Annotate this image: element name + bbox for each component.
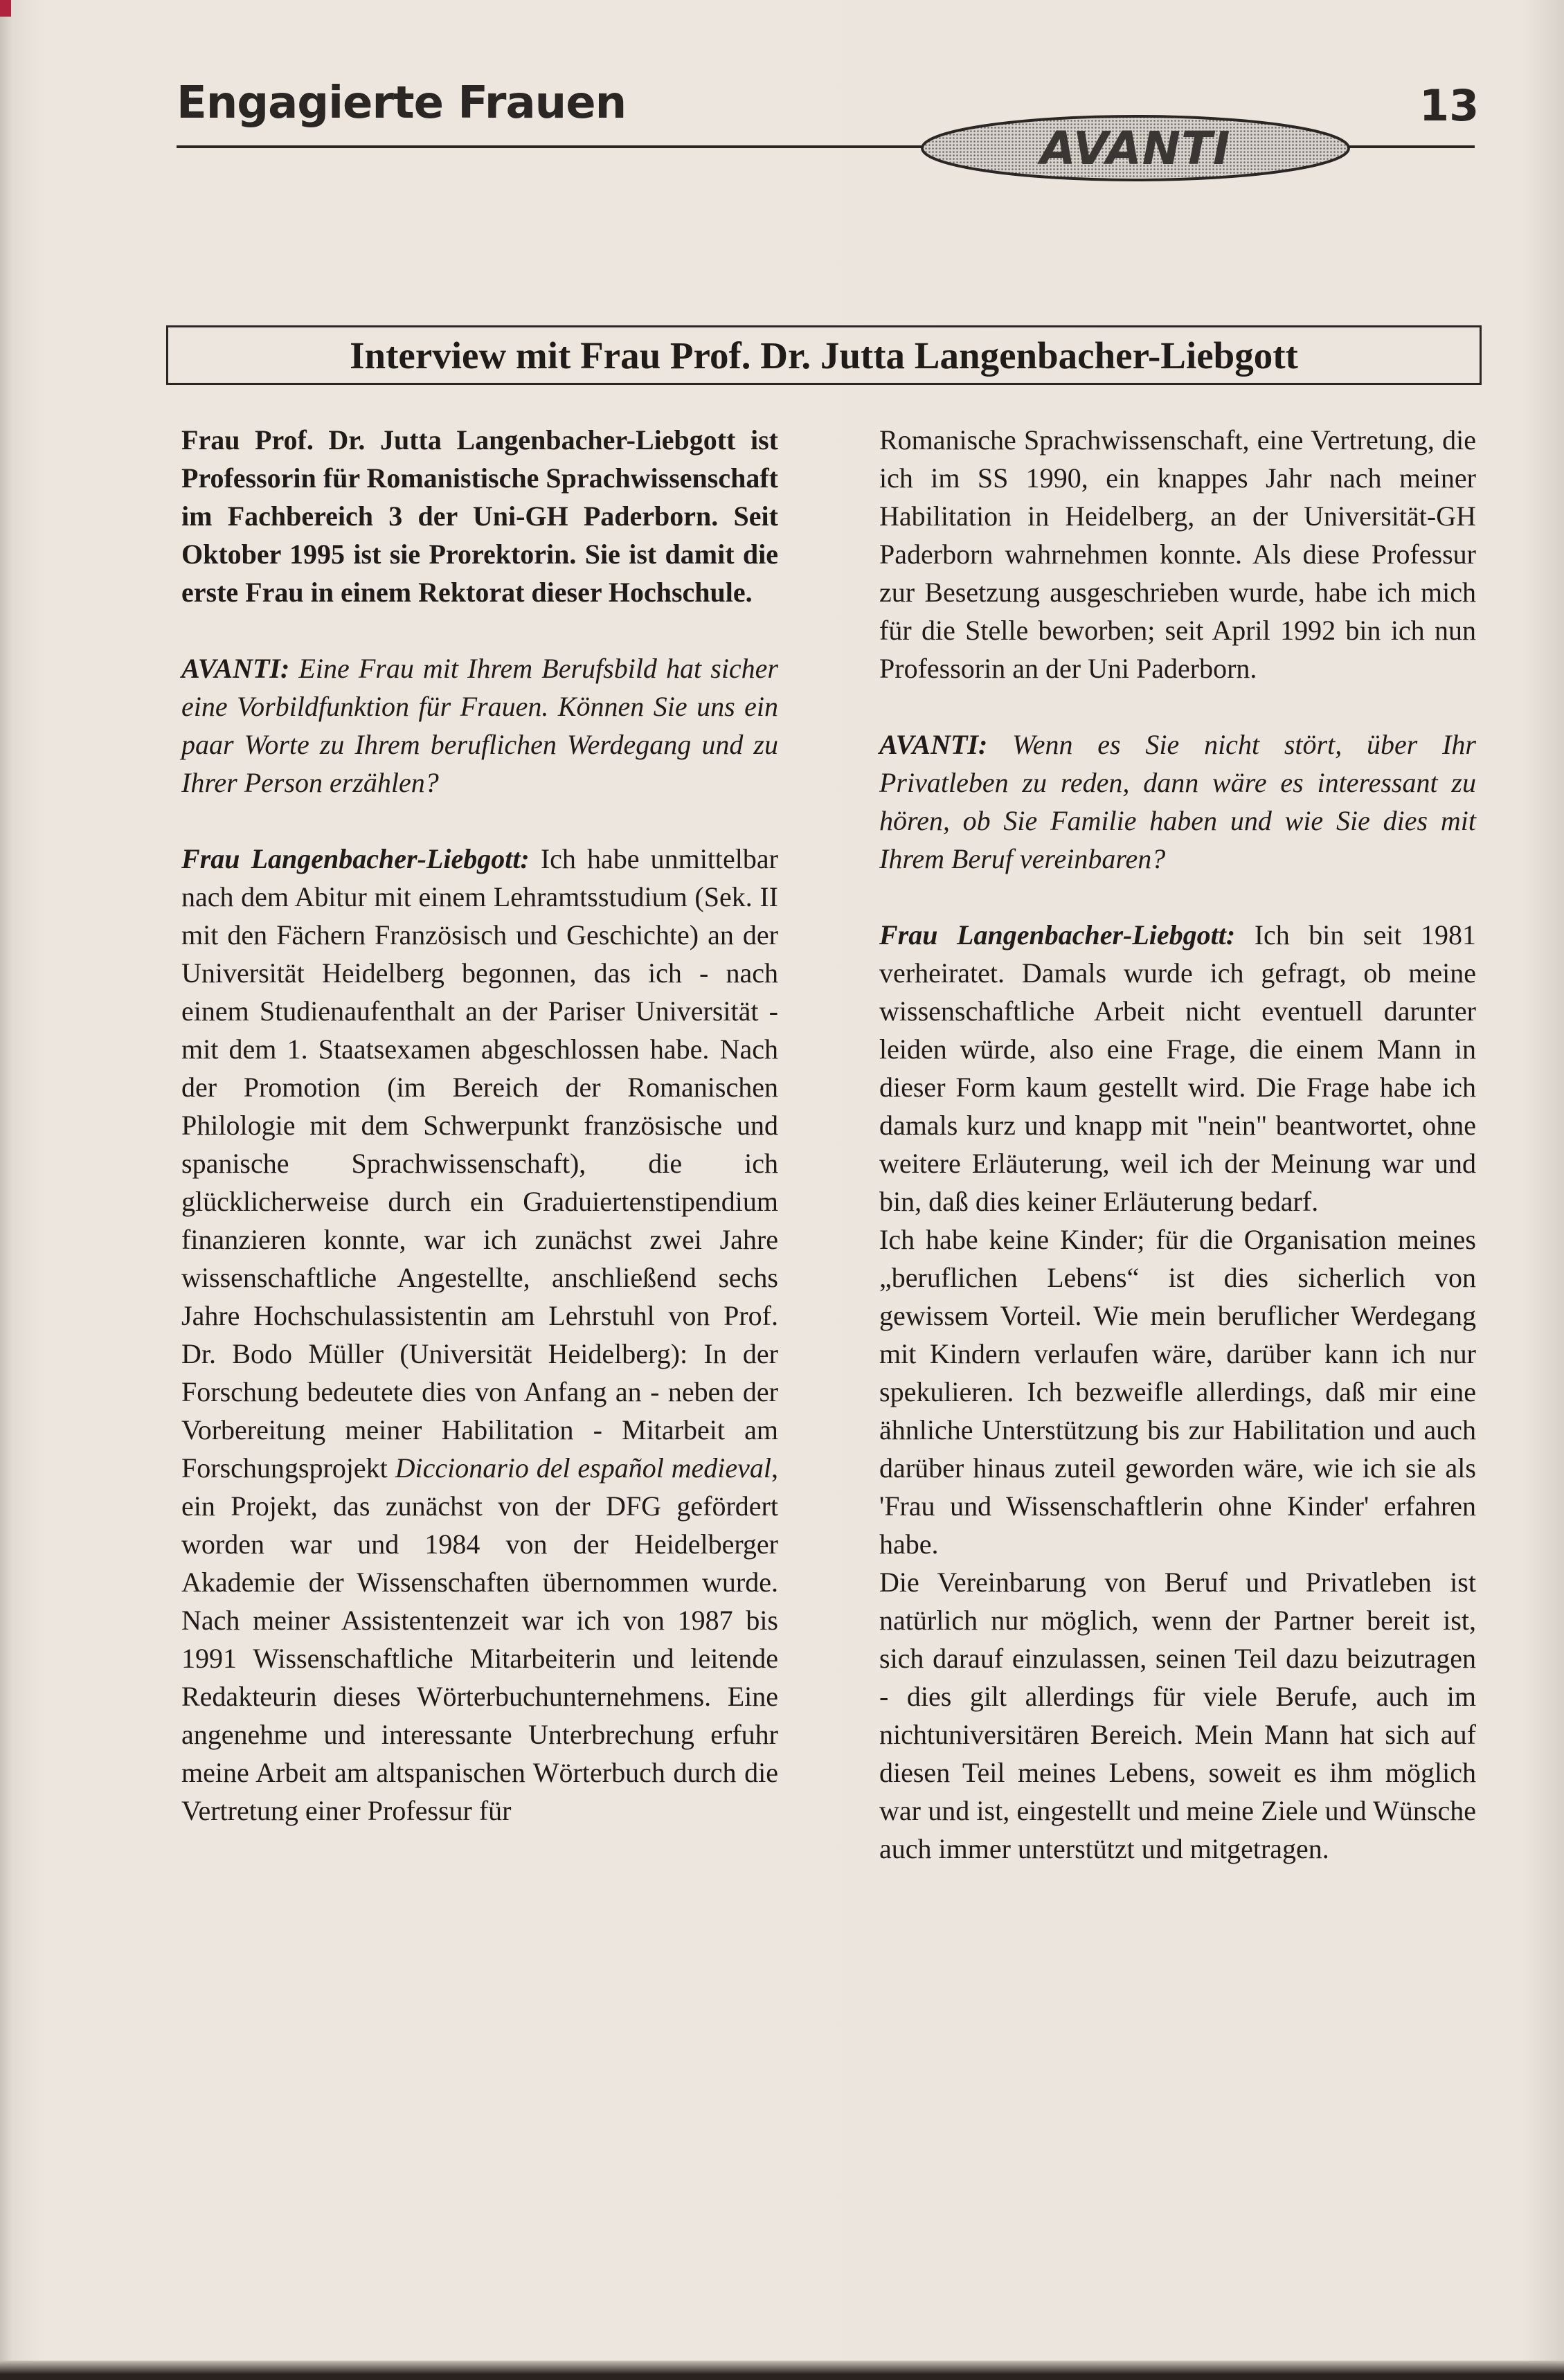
article-title: Interview mit Frau Prof. Dr. Jutta Langenbacher-Liebgott bbox=[350, 334, 1298, 377]
page-number: 13 bbox=[1419, 80, 1480, 131]
article-title-box bbox=[166, 325, 1482, 385]
question-1 bbox=[181, 649, 778, 802]
question-2 bbox=[879, 725, 1476, 878]
book-spine-edge bbox=[0, 0, 11, 17]
right-column bbox=[879, 421, 1476, 1868]
logo-text: AVANTI bbox=[1040, 122, 1231, 175]
answer-2-paragraph-3: Die Vereinbarung von Beruf und Privatleben ist natürlich nur möglich, wenn der Partner bereit ist, sich darauf einzulassen, seinen Teil dazu beizutragen - dies gilt allerdings für viele Berufe, auch im nichtuniversitären Bereich. Mein Mann hat sich auf diesen Teil meines Lebens, soweit es ihm möglich war und ist, eingestellt und meine Ziele und Wünsche auch immer unterstützt und mitgetragen. bbox=[879, 1567, 1476, 1864]
section-title: Engagierte Frauen bbox=[177, 78, 627, 129]
answer-2-paragraph-2: Ich habe keine Kinder; für die Organisation meines „beruflichen Lebens“ ist dies sicherlich von gewissem Vorteil. Wie mein beruflicher Werdegang mit Kindern verlaufen wäre, darüber kann ich nur spekulieren. Ich bezweifle allerdings, daß mir eine ähnliche Unterstützung bis zur Habilitation und auch darüber hinaus zuteil geworden wäre, wie ich sie als 'Frau und Wissenschaftlerin ohne Kinder' erfahren habe. bbox=[879, 1224, 1476, 1560]
left-column bbox=[181, 421, 778, 1830]
answer-2 bbox=[879, 916, 1476, 1220]
answer-1-continuation: Romanische Sprachwissenschaft, eine Vertretung, die ich im SS 1990, ein knappes Jahr nach meiner Habilitation in Heidelberg, an der Universität-GH Paderborn wahrnehmen konnte. Als diese Professur zur Besetzung ausgeschrieben wurde, habe ich mich für die Stelle beworben; seit April 1992 bin ich nun Professorin an der Uni Paderborn. bbox=[879, 424, 1476, 684]
avanti-logo bbox=[917, 112, 1354, 184]
answer-1-label: Frau Langenbacher-Liebgott: bbox=[181, 843, 530, 874]
answer-1-text-part-2: , ein Projekt, das zunächst von der DFG gefördert worden war und 1984 von der Heidelberger Akademie der Wissenschaften übernommen wurde. Nach meiner Assistentenzeit war ich von 1987 bis 1991 Wissenschaftliche Mitarbeiterin und leitende Redakteurin dieses Wörterbuchunternehmens. Eine angenehme und interessante Unterbrechung erfuhr meine Arbeit am altspanischen Wörterbuch durch die Vertretung einer Professur für bbox=[181, 1452, 778, 1826]
intro-paragraph: Frau Prof. Dr. Jutta Langenbacher-Liebgott ist Professorin für Romanistische Sprachwissenschaft im Fachbereich 3 der Uni-GH Paderborn. Seit Oktober 1995 ist sie Prorektorin. Sie ist damit die erste Frau in einem Rektorat dieser Hochschule. bbox=[181, 424, 778, 608]
page-bottom-edge bbox=[0, 2361, 1564, 2380]
answer-1 bbox=[181, 840, 778, 1830]
answer-2-text-part-1: Ich bin seit 1981 verheiratet. Damals wurde ich gefragt, ob meine wissenschaftliche Arbeit nicht eventuell darunter leiden würde, also eine Frage, die einem Mann in dieser Form kaum gestellt wird. Die Frage habe ich damals kurz und knapp mit "nein" beantwortet, ohne weitere Erläuterung, weil ich der Meinung war und bin, daß dies keiner Erläuterung bedarf. bbox=[879, 919, 1476, 1217]
question-2-text: Wenn es Sie nicht stört, über Ihr Privatleben zu reden, dann wäre es interessant zu hören, ob Sie Familie haben und wie Sie dies mit Ihrem Beruf vereinbaren? bbox=[879, 729, 1476, 874]
question-1-text: Eine Frau mit Ihrem Berufsbild hat sicher eine Vorbildfunktion für Frauen. Können Sie uns ein paar Worte zu Ihrem beruflichen Werdegang und zu Ihrer Person erzählen? bbox=[181, 653, 778, 798]
question-2-label: AVANTI: bbox=[879, 729, 988, 760]
question-1-label: AVANTI: bbox=[181, 653, 290, 684]
answer-1-text-part-1: Ich habe unmittelbar nach dem Abitur mit einem Lehramtsstudium (Sek. II mit den Fächern Französisch und Geschichte) an der Universität Heidelberg begonnen, das ich - nach einem Studienaufenthalt an der Pariser Universität - mit dem 1. Staatsexamen abgeschlossen habe. Nach der Promotion (im Bereich der Romanischen Philologie mit dem Schwerpunkt französische und spanische Sprachwissenschaft), die ich glücklicherweise durch ein Graduiertenstipendium finanzieren konnte, war ich zunächst zwei Jahre wissenschaftliche Angestellte, anschließend sechs Jahre Hochschulassistentin am Lehrstuhl von Prof. Dr. Bodo Müller (Universität Heidelberg): In der Forschung bedeutete dies von Anfang an - neben der Vorbereitung meiner Habilitation - Mitarbeit am Forschungsprojekt bbox=[181, 843, 778, 1484]
answer-2-label: Frau Langenbacher-Liebgott: bbox=[879, 919, 1236, 950]
answer-1-work-title: Diccionario del español medieval bbox=[395, 1452, 771, 1484]
